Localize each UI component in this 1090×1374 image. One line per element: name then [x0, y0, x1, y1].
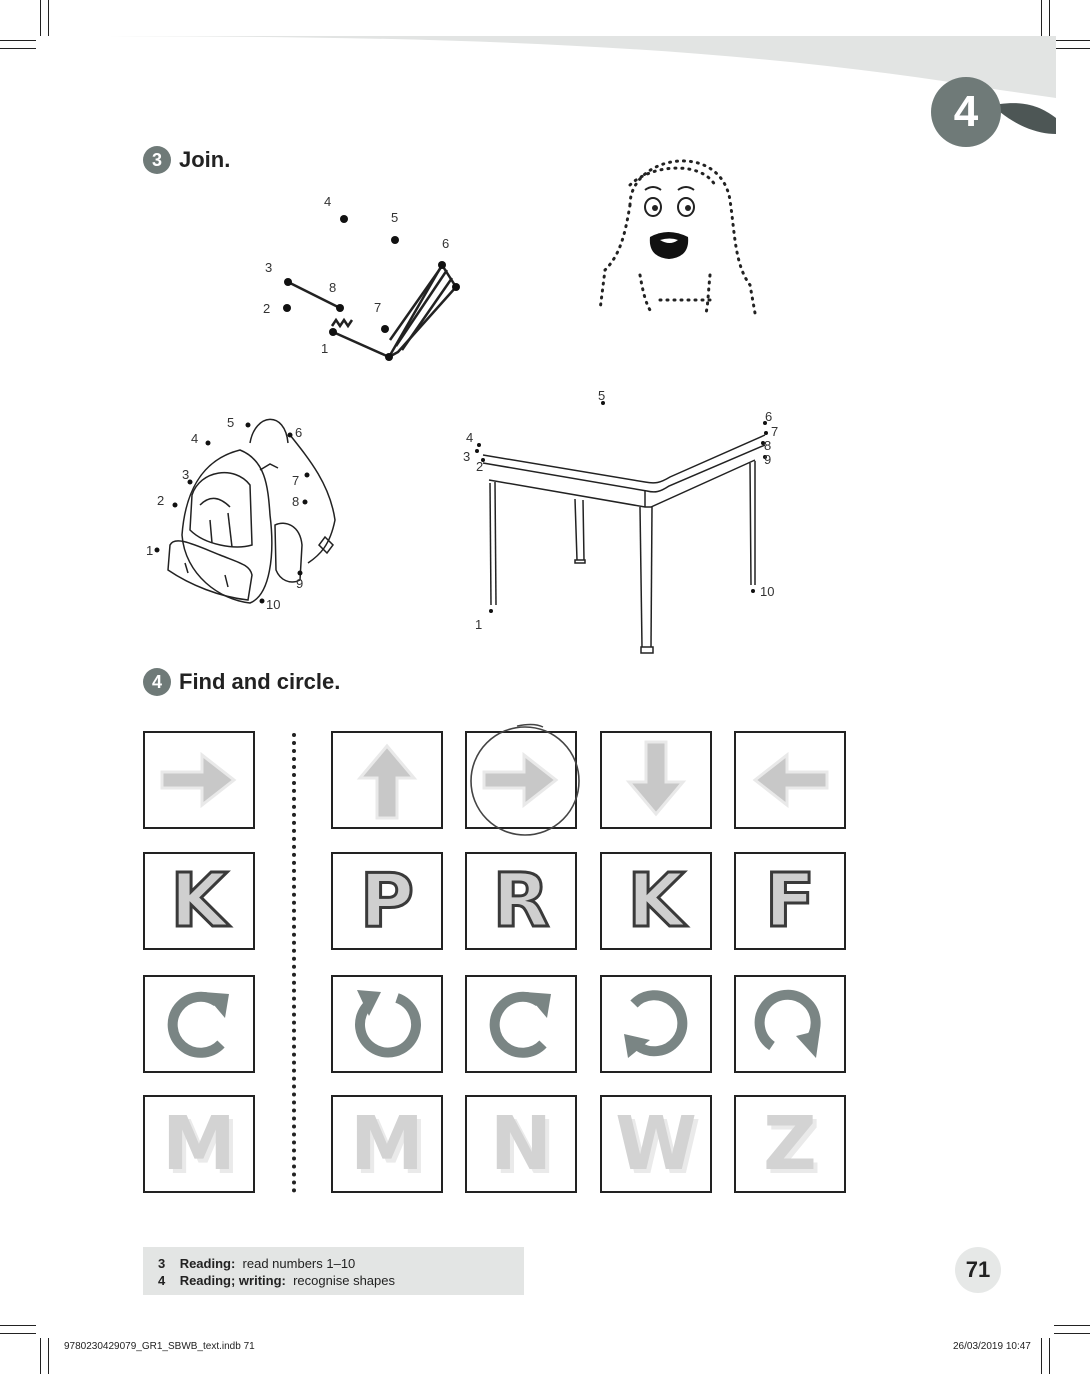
slug-timestamp: 26/03/2019 10:47	[953, 1341, 1031, 1352]
option-tile[interactable]	[734, 975, 846, 1073]
option-tile[interactable]	[465, 975, 577, 1073]
option-tile[interactable]	[331, 1095, 443, 1193]
dot-label: 3	[265, 260, 273, 275]
note-text: read numbers 1–10	[242, 1256, 356, 1271]
exercise-title: Find and circle.	[179, 669, 341, 694]
note-label: Reading:	[179, 1256, 236, 1271]
dot-label: 3	[182, 467, 190, 482]
dot-label: 7	[292, 473, 300, 488]
dot-label: 1	[146, 543, 154, 558]
arrow-up-icon	[342, 740, 432, 820]
letter: N	[490, 1101, 552, 1187]
note-line	[158, 1255, 524, 1272]
rotate-clockwise-icon	[159, 984, 239, 1064]
crop-mark	[0, 1325, 36, 1326]
model-tile-letter	[143, 852, 255, 950]
letter: R	[492, 858, 550, 944]
dot-label: 7	[374, 300, 382, 315]
option-tile[interactable]	[600, 1095, 712, 1193]
option-tile[interactable]	[734, 1095, 846, 1193]
option-tile[interactable]	[600, 975, 712, 1073]
dot-label: 6	[442, 236, 450, 251]
answer-circle	[465, 720, 587, 842]
rotate-clockwise-icon	[481, 984, 561, 1064]
dot-label: 6	[765, 409, 773, 424]
rotate-anticlockwise-bottom-icon	[616, 984, 696, 1064]
letter: Z	[763, 1101, 817, 1187]
dot-label: 10	[266, 597, 281, 612]
man-dotted-picture	[590, 145, 770, 325]
dot-label: 5	[391, 210, 399, 225]
exercise-title: Join.	[179, 147, 231, 172]
note-label: Reading; writing:	[179, 1273, 286, 1288]
option-tile[interactable]	[734, 852, 846, 950]
rotate-clockwise-top-icon	[347, 984, 427, 1064]
letter: W	[615, 1101, 697, 1187]
dot-label: 10	[760, 584, 775, 599]
rotate-anticlockwise-icon	[750, 984, 830, 1064]
dot-label: 4	[324, 194, 332, 209]
slug-filename: 9780230429079_GR1_SBWB_text.indb 71	[64, 1341, 255, 1352]
table-dot-to-dot[interactable]	[455, 385, 795, 660]
dot-label: 5	[227, 415, 235, 430]
letter: K	[627, 858, 685, 944]
unit-badge: 4	[931, 77, 1001, 147]
dot-label: 8	[329, 280, 337, 295]
dot-label: 8	[292, 494, 300, 509]
option-tile[interactable]	[600, 731, 712, 829]
option-tile[interactable]	[331, 852, 443, 950]
model-tile-arrow-right	[143, 731, 255, 829]
dot-label: 3	[463, 449, 471, 464]
dot-label: 1	[321, 341, 329, 356]
crop-mark	[0, 1333, 36, 1334]
model-tile-rotate	[143, 975, 255, 1073]
option-tile[interactable]	[465, 1095, 577, 1193]
exercise-number: 4	[143, 668, 171, 696]
crop-mark	[1054, 1333, 1090, 1334]
arrow-down-icon	[611, 740, 701, 820]
page-number: 71	[955, 1247, 1001, 1293]
option-tile[interactable]	[331, 975, 443, 1073]
dot-label: 1	[475, 617, 483, 632]
dot-label: 5	[598, 388, 606, 403]
dotted-divider	[292, 733, 296, 1193]
option-tile[interactable]	[331, 731, 443, 829]
dot-label: 7	[771, 424, 779, 439]
dot-label: 2	[157, 493, 165, 508]
note-number: 3	[158, 1256, 166, 1271]
exercise-number: 3	[143, 146, 171, 174]
crop-mark	[1049, 1338, 1050, 1374]
dot-label: 2	[476, 459, 484, 474]
dot-label: 9	[296, 576, 304, 591]
glasses-dot-to-dot[interactable]	[250, 190, 480, 370]
header-swoosh	[0, 0, 1090, 140]
letter: M	[350, 1101, 424, 1187]
crop-mark	[40, 1338, 41, 1374]
arrow-right-icon	[154, 745, 244, 815]
letter: P	[359, 858, 415, 944]
option-tile[interactable]	[600, 852, 712, 950]
letter: M	[162, 1101, 236, 1187]
note-number: 4	[158, 1273, 166, 1288]
crop-mark	[48, 1338, 49, 1374]
option-tile[interactable]	[465, 852, 577, 950]
dot-label: 9	[764, 452, 772, 467]
dot-label: 6	[295, 425, 303, 440]
model-tile-letter	[143, 1095, 255, 1193]
backpack-dot-to-dot[interactable]	[140, 405, 350, 620]
arrow-left-icon	[745, 745, 835, 815]
dot-label: 4	[191, 431, 199, 446]
letter: K	[170, 858, 228, 944]
note-text: recognise shapes	[293, 1273, 395, 1288]
teacher-notes	[143, 1247, 524, 1295]
exercise-4-heading	[143, 668, 340, 696]
option-tile[interactable]	[734, 731, 846, 829]
dot-label: 2	[263, 301, 271, 316]
crop-mark	[1054, 1325, 1090, 1326]
dot-label: 4	[466, 430, 474, 445]
dot-label: 8	[764, 438, 772, 453]
crop-mark	[1041, 1338, 1042, 1374]
letter: F	[764, 858, 816, 944]
exercise-3-heading	[143, 146, 230, 174]
note-line	[158, 1272, 524, 1289]
